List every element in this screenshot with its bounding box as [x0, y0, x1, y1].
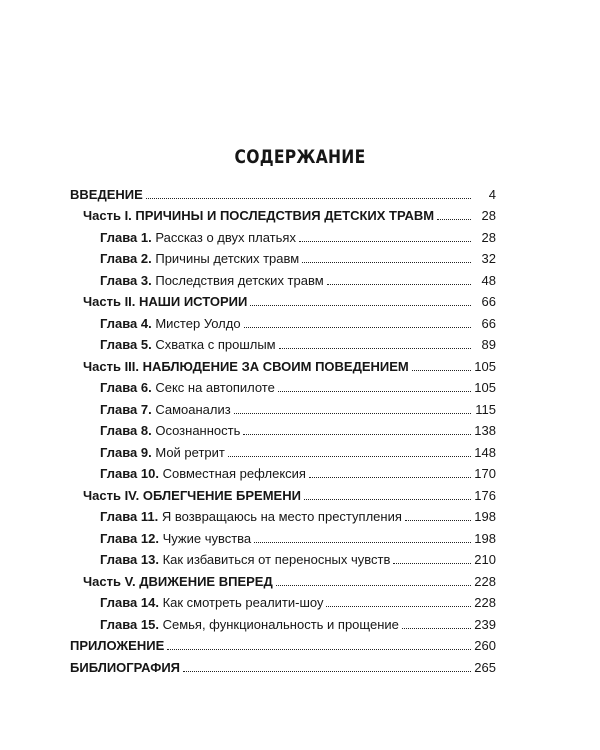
toc-chapter-entry — [70, 439, 496, 461]
table-of-contents — [70, 181, 496, 676]
dot-leader — [183, 670, 471, 672]
toc-entry-text: Семья, функциональность и прощение — [162, 616, 399, 632]
toc-entry-title — [100, 316, 241, 332]
toc-entry-text: Осознанность — [155, 423, 241, 438]
toc-entry-text: Рассказ о двух платьях — [155, 229, 296, 245]
toc-part-entry — [70, 482, 496, 504]
toc-entry-text: Причины детских травм — [155, 251, 300, 266]
toc-chapter-entry — [70, 267, 496, 289]
toc-page-number: 176 — [474, 487, 496, 503]
dot-leader — [167, 648, 471, 650]
toc-page-number: 239 — [474, 616, 496, 632]
toc-section-entry — [70, 633, 496, 655]
toc-entry-title — [100, 402, 231, 418]
toc-page-number: 138 — [474, 423, 496, 438]
toc-entry-text: Мой ретрит — [155, 444, 225, 460]
toc-page-number: 66 — [481, 315, 496, 331]
toc-chapter-entry — [70, 224, 496, 246]
toc-entry-number: Глава 1. — [100, 229, 152, 245]
toc-entry-number: Глава 15. — [100, 616, 159, 632]
toc-entry-title — [100, 380, 275, 396]
toc-entry-title — [100, 509, 402, 525]
dot-leader — [304, 498, 471, 500]
toc-entry-number: Глава 12. — [100, 530, 159, 546]
toc-section-entry — [70, 654, 496, 676]
toc-entry-number: Глава 11. — [100, 509, 159, 524]
toc-page-number: 228 — [474, 595, 496, 610]
toc-part-entry — [70, 289, 496, 311]
toc-chapter-entry — [70, 310, 496, 332]
toc-page-number: 228 — [474, 573, 496, 589]
toc-entry-number: Глава 5. — [100, 337, 152, 352]
toc-page-number: 115 — [475, 401, 496, 417]
toc-entry-text: Я возвращаюсь на место преступления — [161, 509, 402, 524]
toc-entry-number: Часть II. — [83, 294, 136, 309]
toc-entry-number: Глава 13. — [100, 552, 159, 567]
dot-leader — [402, 627, 471, 629]
toc-entry-number: Глава 6. — [100, 380, 152, 395]
toc-entry-text: Как избавиться от переносных чувств — [162, 552, 391, 567]
toc-page-number: 28 — [481, 229, 496, 245]
toc-page-number: 28 — [481, 208, 496, 223]
toc-entry-text: Последствия детских травм — [155, 272, 324, 288]
toc-entry-text: Секс на автопилоте — [155, 380, 275, 395]
toc-entry-text: Самоанализ — [155, 401, 231, 417]
toc-page-number: 105 — [474, 380, 496, 395]
dot-leader — [393, 562, 471, 564]
page-title: СОДЕРЖАНИЕ — [234, 146, 366, 168]
toc-entry-title — [100, 230, 296, 246]
toc-page-number: 66 — [481, 294, 496, 309]
toc-chapter-entry — [70, 461, 496, 483]
dot-leader — [405, 519, 471, 521]
toc-chapter-entry — [70, 396, 496, 418]
toc-chapter-entry — [70, 547, 496, 569]
dot-leader — [250, 304, 471, 306]
toc-entry-title — [83, 208, 434, 224]
dot-leader — [279, 347, 471, 349]
toc-entry-number: Часть I. — [83, 208, 132, 223]
toc-entry-text: ОБЛЕГЧЕНИЕ БРЕМЕНИ — [142, 487, 301, 503]
toc-chapter-entry — [70, 590, 496, 612]
toc-chapter-entry — [70, 418, 496, 440]
dot-leader — [327, 283, 471, 285]
toc-entry-number: Часть V. — [83, 573, 136, 589]
toc-entry-number: Глава 9. — [100, 444, 152, 460]
dot-leader — [234, 412, 471, 414]
toc-entry-number: Часть IV. — [83, 487, 140, 503]
dot-leader — [437, 218, 471, 220]
toc-entry-text: Совместная рефлексия — [162, 466, 306, 481]
toc-entry-text: Чужие чувства — [162, 530, 252, 546]
toc-entry-title — [100, 595, 323, 611]
toc-part-entry — [70, 353, 496, 375]
dot-leader — [278, 390, 471, 392]
toc-entry-text: ПРИЧИНЫ И ПОСЛЕДСТВИЯ ДЕТСКИХ ТРАВМ — [135, 208, 435, 223]
toc-entry-title — [83, 294, 247, 310]
toc-page-number: 198 — [474, 530, 496, 546]
toc-entry-text: Схватка с прошлым — [155, 337, 276, 352]
dot-leader — [244, 326, 471, 328]
dot-leader — [254, 541, 471, 543]
toc-entry-title — [70, 187, 143, 203]
toc-page-number: 4 — [488, 186, 496, 202]
toc-page-number: 170 — [474, 466, 496, 481]
toc-section-entry — [70, 181, 496, 203]
toc-entry-text: НАБЛЮДЕНИЕ ЗА СВОИМ ПОВЕДЕНИЕМ — [142, 358, 409, 374]
toc-page-number: 105 — [474, 358, 496, 374]
toc-entry-text: ВВЕДЕНИЕ — [70, 186, 143, 202]
toc-entry-title — [83, 488, 301, 504]
toc-chapter-entry — [70, 611, 496, 633]
toc-entry-number: Глава 4. — [100, 315, 152, 331]
toc-part-entry — [70, 203, 496, 225]
toc-entry-number: Глава 10. — [100, 466, 159, 481]
toc-chapter-entry — [70, 375, 496, 397]
dot-leader — [228, 455, 471, 457]
toc-entry-number: Глава 8. — [100, 423, 152, 438]
toc-entry-title — [100, 251, 299, 267]
toc-entry-title — [83, 359, 409, 375]
toc-chapter-entry — [70, 246, 496, 268]
dot-leader — [412, 369, 471, 371]
toc-entry-title — [100, 337, 276, 353]
toc-entry-number: Часть III. — [83, 358, 140, 374]
toc-page-number: 210 — [474, 552, 496, 567]
toc-entry-text: Мистер Уолдо — [155, 315, 241, 331]
toc-chapter-entry — [70, 504, 496, 526]
dot-leader — [299, 240, 471, 242]
toc-page-number: 32 — [481, 251, 496, 266]
toc-entry-text: БИБЛИОГРАФИЯ — [70, 659, 181, 675]
toc-page-number: 48 — [481, 272, 496, 288]
toc-chapter-entry — [70, 525, 496, 547]
toc-entry-title — [100, 466, 306, 482]
toc-entry-number: Глава 3. — [100, 272, 152, 288]
toc-entry-title — [100, 552, 390, 568]
dot-leader — [326, 605, 471, 607]
dot-leader — [302, 261, 471, 263]
toc-entry-title — [100, 531, 251, 547]
toc-entry-title — [100, 423, 240, 439]
toc-entry-title — [100, 273, 324, 289]
toc-entry-number: Глава 7. — [100, 401, 152, 417]
toc-chapter-entry — [70, 332, 496, 354]
toc-entry-text: ПРИЛОЖЕНИЕ — [70, 638, 165, 653]
toc-entry-title — [100, 617, 399, 633]
toc-entry-title — [70, 638, 164, 654]
toc-entry-number: Глава 14. — [100, 595, 159, 610]
dot-leader — [276, 584, 471, 586]
toc-entry-title — [70, 660, 180, 676]
dot-leader — [243, 433, 471, 435]
toc-entry-title — [83, 574, 273, 590]
toc-entry-text: ДВИЖЕНИЕ ВПЕРЕД — [139, 573, 273, 589]
toc-entry-text: НАШИ ИСТОРИИ — [139, 294, 248, 309]
toc-page-number: 260 — [474, 638, 496, 653]
dot-leader — [146, 197, 471, 199]
toc-page-number: 89 — [481, 337, 496, 352]
toc-entry-title — [100, 445, 225, 461]
toc-page-number: 148 — [474, 444, 496, 460]
toc-entry-text: Как смотреть реалити-шоу — [162, 595, 324, 610]
toc-page-number: 265 — [474, 659, 496, 675]
dot-leader — [309, 476, 471, 478]
toc-entry-number: Глава 2. — [100, 251, 152, 266]
toc-part-entry — [70, 568, 496, 590]
toc-page-number: 198 — [474, 509, 496, 524]
